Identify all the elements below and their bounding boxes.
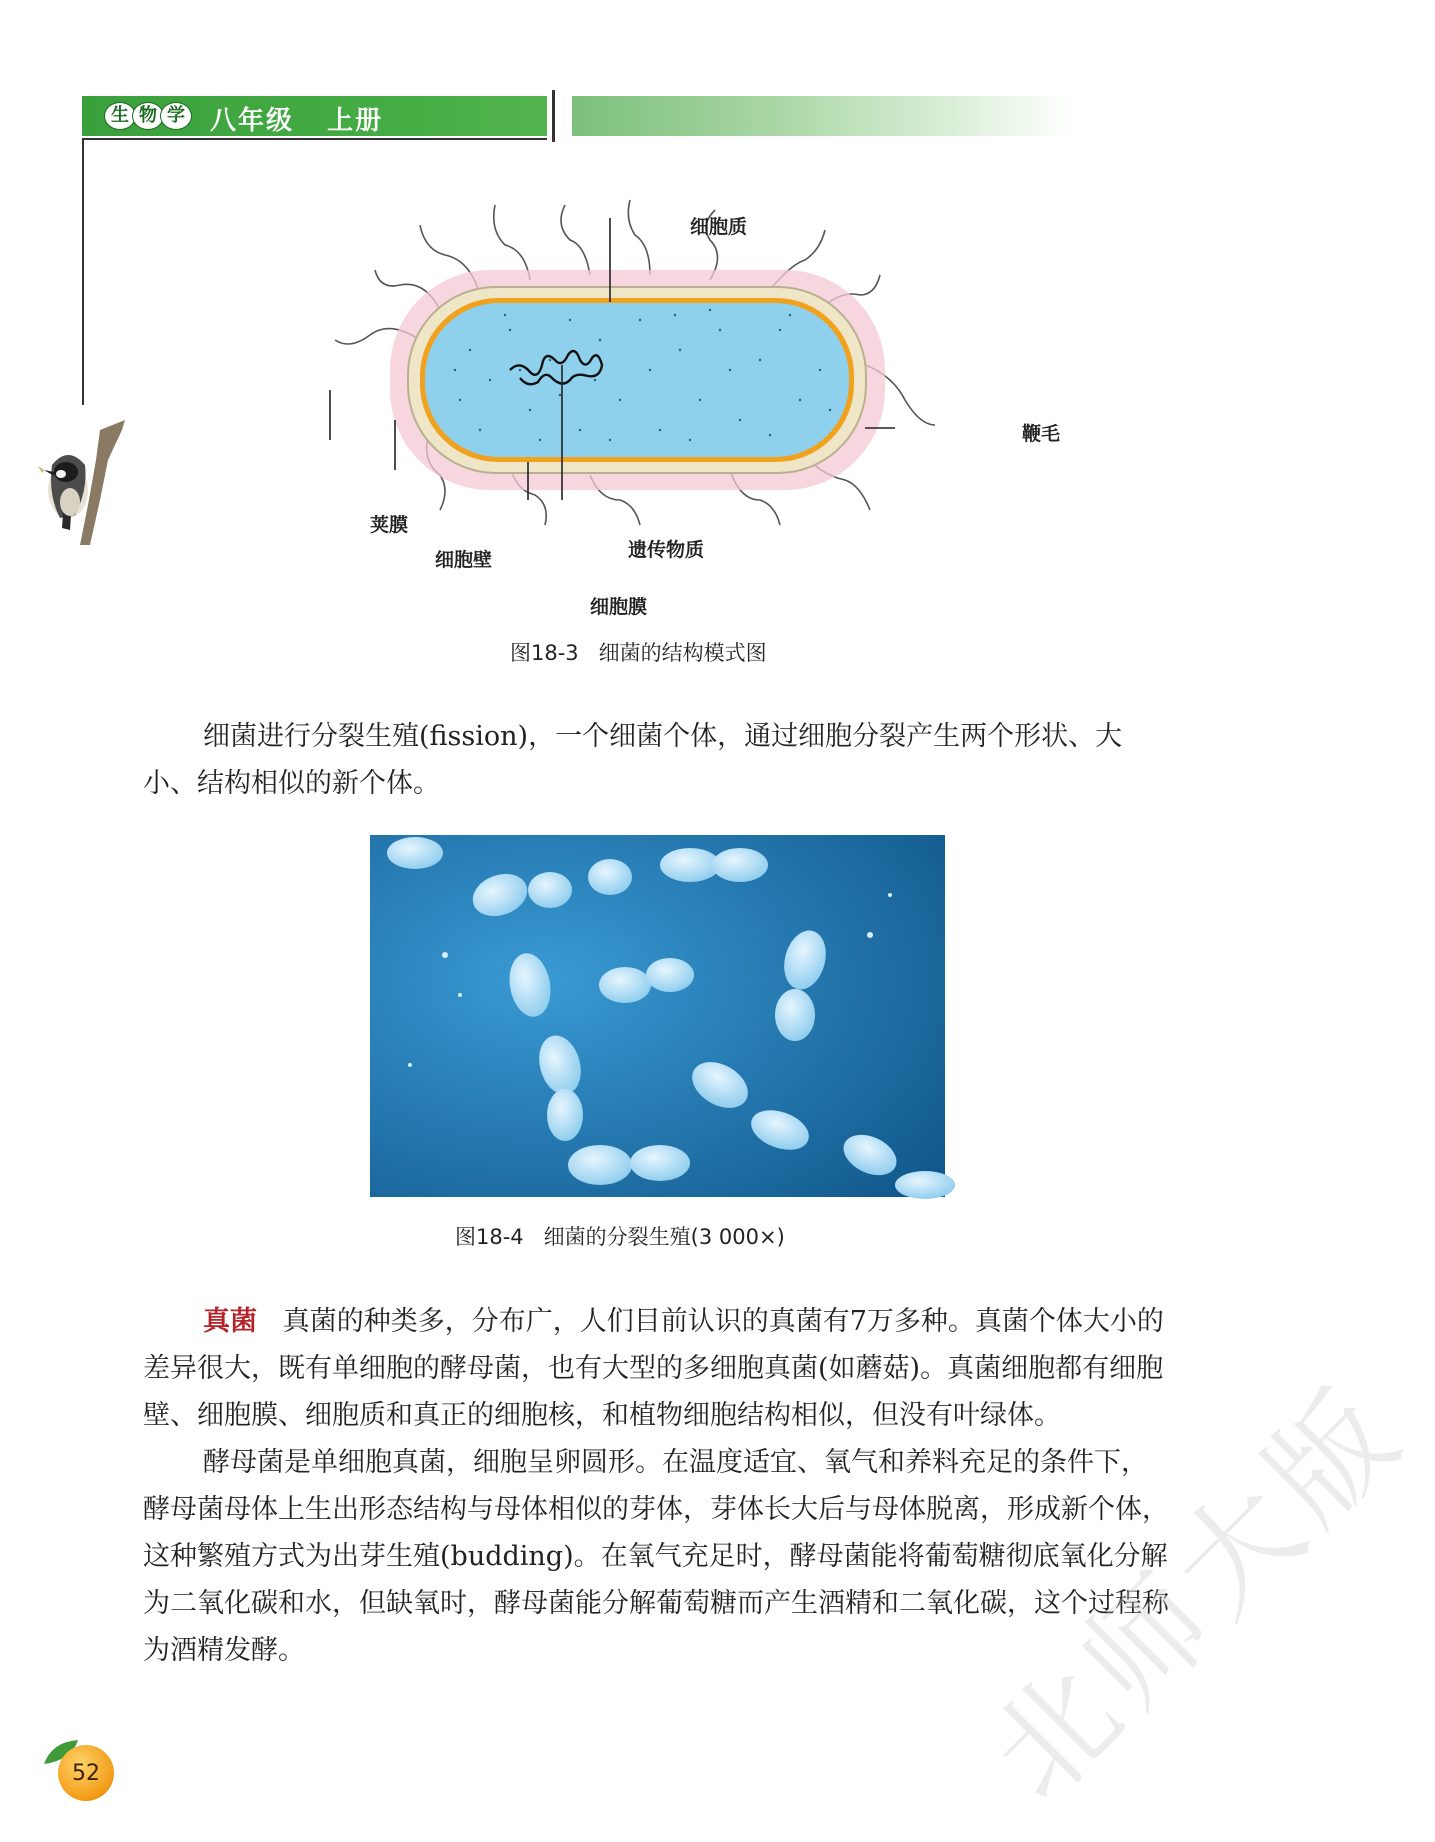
label-cytoplasm: 细胞质 (690, 216, 748, 238)
cytoplasm (425, 303, 849, 457)
header-gradient-bar (572, 96, 1072, 136)
figure-caption: 图18-3 细菌的结构模式图 (510, 641, 767, 665)
fungi-paragraph-2: 酵母菌是单细胞真菌，细胞呈卵圆形。在温度适宜、氧气和养料充足的条件下，酵母菌母体上生出形态结构与母体相似的芽体，芽体长大后与母体脱离，形成新个体，这种繁殖方式为出芽生殖(budding)。在氧气充足时，酵母菌能将葡萄糖彻底氧化分解为二氧化碳和水，但缺氧时，酵母菌能分解葡萄糖而产生酒精和二氧化碳，这个过程称为酒精发酵。 (143, 1447, 1169, 1666)
label-capsule: 荚膜 (370, 514, 409, 536)
fungi-paragraph-1 (143, 1298, 1173, 1439)
paragraph-text: 细菌进行分裂生殖(fission)，一个细菌个体，通过细胞分裂产生两个形状、大小、结构相似的新个体。 (143, 721, 1123, 799)
watermark: 北师大版 (964, 1360, 1431, 1827)
margin-rule (82, 140, 84, 405)
page-number: 52 (58, 1745, 114, 1801)
logo-char: 生 (104, 102, 136, 130)
bacterium-diagram (330, 200, 930, 530)
header-divider (552, 90, 555, 142)
bacteria-fission-photo (370, 835, 945, 1197)
subject-logo (104, 100, 188, 132)
fungi-section (143, 1298, 1173, 1674)
label-genetic-material: 遗传物质 (628, 539, 705, 561)
logo-char: 物 (132, 102, 164, 130)
label-flagellum: 鞭毛 (1022, 423, 1061, 445)
book-title: 八年级 上册 (210, 106, 384, 136)
paragraph-text: 真菌的种类多，分布广，人们目前认识的真菌有7万多种。真菌个体大小的差异很大，既有单细胞的酵母菌，也有大型的多细胞真菌(如蘑菇)。真菌细胞都有细胞壁、细胞膜、细胞质和真正的细胞核，和植物细胞结构相似，但没有叶绿体。 (143, 1306, 1164, 1431)
header-underline (82, 138, 547, 140)
logo-char: 学 (160, 102, 192, 130)
bird-illustration (30, 420, 130, 545)
body-paragraph (143, 713, 1173, 807)
section-term: 真菌 (203, 1306, 257, 1337)
label-cell-wall: 细胞壁 (435, 549, 493, 571)
figure-caption: 图18-4 细菌的分裂生殖(3 000×) (455, 1225, 785, 1249)
label-cell-membrane: 细胞膜 (590, 596, 648, 618)
